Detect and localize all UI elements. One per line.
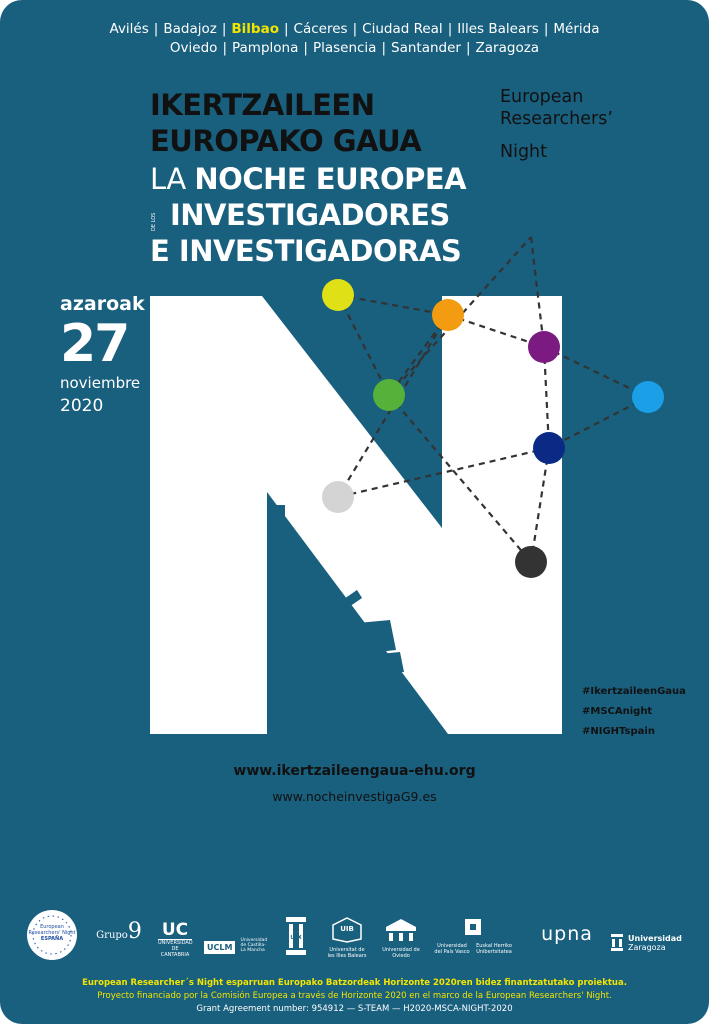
node-light-blue — [632, 381, 664, 413]
title-basque-line-2: EUROPAKO GAUA — [150, 124, 422, 158]
city-separator: | — [153, 21, 159, 37]
city-separator: | — [381, 40, 387, 56]
city-illes-balears: Illes Balears — [457, 21, 539, 37]
footer-grant-number: Grant Agreement number: 954912 — S-TEAM — H2020-MSCA-NIGHT-2020 — [196, 1004, 513, 1014]
url-secondary[interactable]: www.nocheinvestigaG9.es — [272, 789, 437, 804]
city-oviedo: Oviedo — [169, 40, 218, 56]
node-dark — [515, 546, 547, 578]
hashtag-2[interactable]: #MSCAnight — [582, 706, 653, 717]
upv-ehu-logo: Universidad del País Vasco Euskal Herriko Unibertsitatea — [433, 917, 513, 955]
title-spanish-bold: NOCHE EUROPEA — [194, 162, 467, 196]
city-ciudad-real: Ciudad Real — [362, 21, 443, 37]
hashtag-1[interactable]: #IkertzaileenGaua — [582, 686, 686, 697]
node-grey — [322, 481, 354, 513]
city-separator: | — [465, 40, 471, 56]
hashtag-3[interactable]: #NIGHTspain — [582, 726, 655, 737]
city-badajoz: Badajoz — [163, 21, 217, 37]
city-plasencia: Plasencia — [312, 40, 377, 56]
node-purple — [528, 331, 560, 363]
city-pamplona: Pamplona — [232, 40, 299, 56]
title-spanish-line-2: INVESTIGADORES — [170, 198, 450, 232]
city-m-rida: Mérida — [553, 21, 600, 37]
grupo9-logo: Grupo9 — [96, 919, 142, 944]
uc-logo: UC UNIVERSIDAD DE CANTABRIA — [158, 920, 193, 958]
uex-logo: UEX — [284, 917, 308, 961]
date-year: 2020 — [60, 396, 104, 416]
city-zaragoza: Zaragoza — [475, 40, 540, 56]
title-de-los: DE LOS — [151, 212, 157, 232]
city-separator: | — [222, 40, 227, 56]
hashtags — [582, 682, 686, 742]
city-separator: | — [303, 40, 308, 56]
partner-logos: European Researchers' Night ESPAÑA Grupo9 UC UNIVERSIDAD DE CANTABRIA UCLM Universidad de Castilla-La Mancha UEX UIB Universitat de les Illes Balears Universidad de Oviedo Universidad del País Vasco Euskal Herriko Unibertsitatea upna Universidad Zaragoza — [0, 905, 709, 965]
city-separator: | — [283, 21, 289, 37]
letter-n-shape — [150, 296, 562, 734]
title-spanish-line-3: E INVESTIGADORAS — [150, 234, 462, 268]
city-separator: | — [352, 21, 358, 37]
city-separator: | — [447, 21, 453, 37]
node-green — [373, 379, 405, 411]
date-day: 27 — [60, 314, 129, 374]
title-spanish-article: LA — [150, 162, 195, 196]
english-title-line-2: Researchers’ — [500, 109, 613, 129]
uniovi-logo: Universidad de Oviedo — [382, 917, 420, 959]
url-primary[interactable]: www.ikertzaileengaua-ehu.org — [233, 763, 476, 779]
city-avil-s: Avilés — [109, 21, 149, 37]
city-bilbao: Bilbao — [231, 21, 279, 37]
uclm-logo: UCLM Universidad de Castilla-La Mancha — [204, 935, 272, 954]
footer-line-spanish: Proyecto financiado por la Comisión Europea a través de Horizonte 2020 en el marco de la European Researchers' Night. — [97, 991, 612, 1001]
city-separator: | — [543, 21, 549, 37]
ern-spain-badge: European Researchers' Night ESPAÑA — [26, 909, 78, 961]
node-navy — [533, 432, 565, 464]
node-orange — [432, 299, 464, 331]
node-yellow — [322, 279, 354, 311]
city-c-ceres: Cáceres — [293, 21, 348, 37]
uib-logo: UIB Universitat de les Illes Balears — [327, 917, 367, 959]
city-santander: Santander — [391, 40, 461, 56]
title-basque-line-1: IKERTZAILEEN — [150, 88, 375, 122]
english-title-line-1: European — [500, 87, 584, 107]
city-separator: | — [221, 21, 227, 37]
date-label-spanish: noviembre — [60, 374, 141, 392]
footer-line-basque: European Researcher´s Night esparruan Europako Batzordeak Horizonte 2020ren bidez finantzatutako proiektua. — [82, 978, 627, 988]
date-label-basque: azaroak — [60, 293, 145, 315]
upna-logo: upna — [541, 923, 593, 945]
english-title-line-3: Night — [500, 142, 548, 162]
funding-footer — [0, 977, 709, 1016]
